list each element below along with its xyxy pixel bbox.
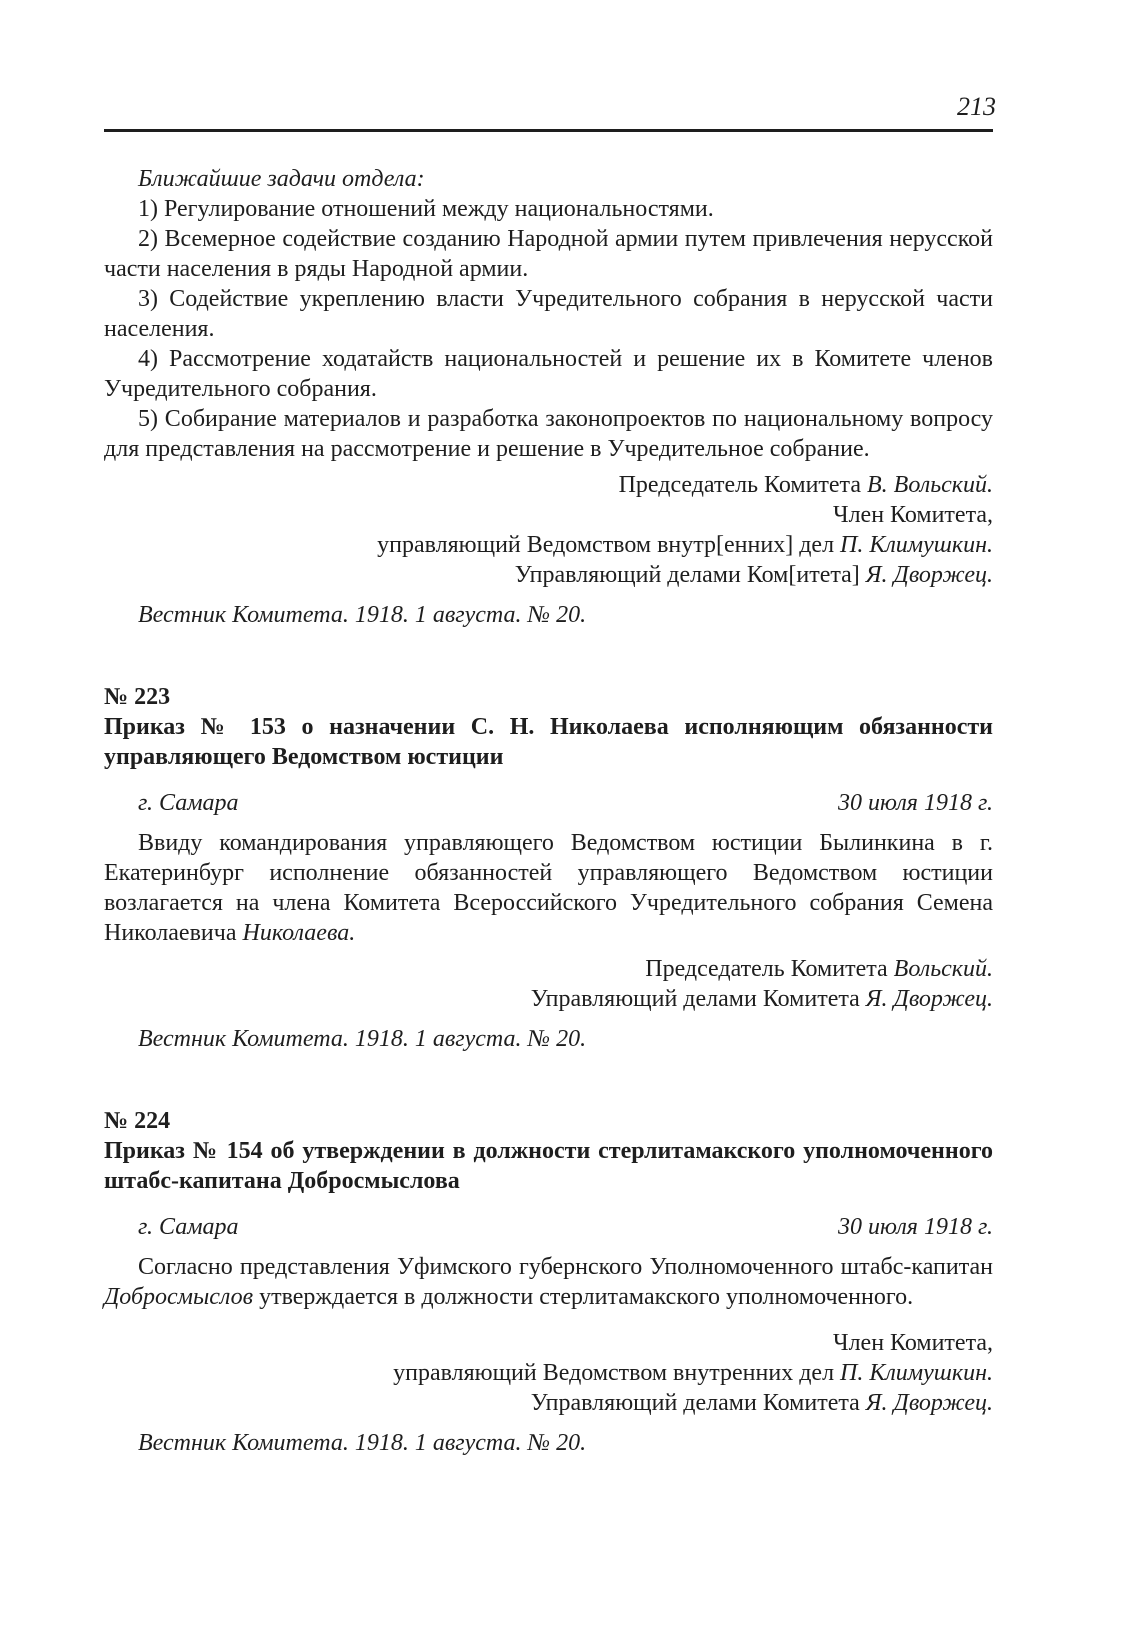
- signature-line: Председатель Комитета В. Вольский.: [618, 472, 993, 498]
- document-title: Приказ № 154 об утверждении в должности стерлитамакского уполномоченного штабс-капитана Добросмыслова: [104, 1138, 993, 1194]
- signature-line: Председатель Комитета Вольский.: [645, 956, 993, 982]
- signature-block: [104, 470, 993, 590]
- place-date-line: [104, 1212, 993, 1242]
- signature-line: управляющий Ведомством внутренних дел П. Климушкин.: [393, 1360, 993, 1386]
- signature-line: Управляющий делами Комитета Я. Дворжец.: [530, 986, 993, 1012]
- task-item: 4) Рассмотрение ходатайств национальностей и решение их в Комитете членов Учредительного собрания.: [104, 346, 993, 402]
- page-number: 213: [957, 92, 996, 121]
- signature-block: [104, 954, 993, 1014]
- document-body: Согласно представления Уфимского губернского Уполномоченного штабс-капитан Добросмыслов утверждается в должности стерлитамакского уполномоченного.: [104, 1254, 993, 1310]
- signature-line: Управляющий делами Ком[итета] Я. Дворжец.: [514, 562, 993, 588]
- task-item: 3) Содействие укреплению власти Учредительного собрания в нерусской части населения.: [104, 286, 993, 342]
- source-citation: Вестник Комитета. 1918. 1 августа. № 20.: [138, 1430, 587, 1456]
- header-rule: [104, 129, 993, 132]
- intro-heading: Ближайшие задачи отдела:: [138, 166, 425, 192]
- signature-line: Член Комитета,: [832, 502, 993, 528]
- signature-line: управляющий Ведомством внутр[енних] дел П. Климушкин.: [377, 532, 993, 558]
- source-citation: Вестник Комитета. 1918. 1 августа. № 20.: [138, 602, 587, 628]
- document-number: № 223: [104, 684, 171, 710]
- task-item: 1) Регулирование отношений между национальностями.: [138, 196, 714, 222]
- place-date-line: [104, 788, 993, 818]
- document-223: [104, 682, 993, 1054]
- document-date: 30 июля 1918 г.: [838, 1214, 993, 1240]
- document-date: 30 июля 1918 г.: [838, 790, 993, 816]
- task-item: 2) Всемерное содействие созданию Народной армии путем привлечения нерусской части населения в ряды Народной армии.: [104, 226, 993, 282]
- task-item: 5) Собирание материалов и разработка законопроектов по национальному вопросу для представления на рассмотрение и решение в Учредительное собрание.: [104, 406, 993, 462]
- document-number: № 224: [104, 1108, 171, 1134]
- page-content: [104, 164, 993, 1458]
- document-place: г. Самара: [138, 1214, 239, 1240]
- document-224: [104, 1106, 993, 1458]
- document-place: г. Самара: [138, 790, 239, 816]
- document-body: Ввиду командирования управляющего Ведомством юстиции Былинкина в г. Екатеринбург исполнение обязанностей управляющего Ведомством юстиции возлагается на члена Комитета Всероссийского Учредительного собрания Семена Николаевича Николаева.: [104, 830, 993, 946]
- intro-section: [104, 164, 993, 630]
- source-citation: Вестник Комитета. 1918. 1 августа. № 20.: [138, 1026, 587, 1052]
- signature-block: [104, 1328, 993, 1418]
- signature-line: Член Комитета,: [832, 1330, 993, 1356]
- document-title: Приказ № 153 о назначении С. Н. Николаева исполняющим обязанности управляющего Ведомством юстиции: [104, 714, 993, 770]
- signature-line: Управляющий делами Комитета Я. Дворжец.: [530, 1390, 993, 1416]
